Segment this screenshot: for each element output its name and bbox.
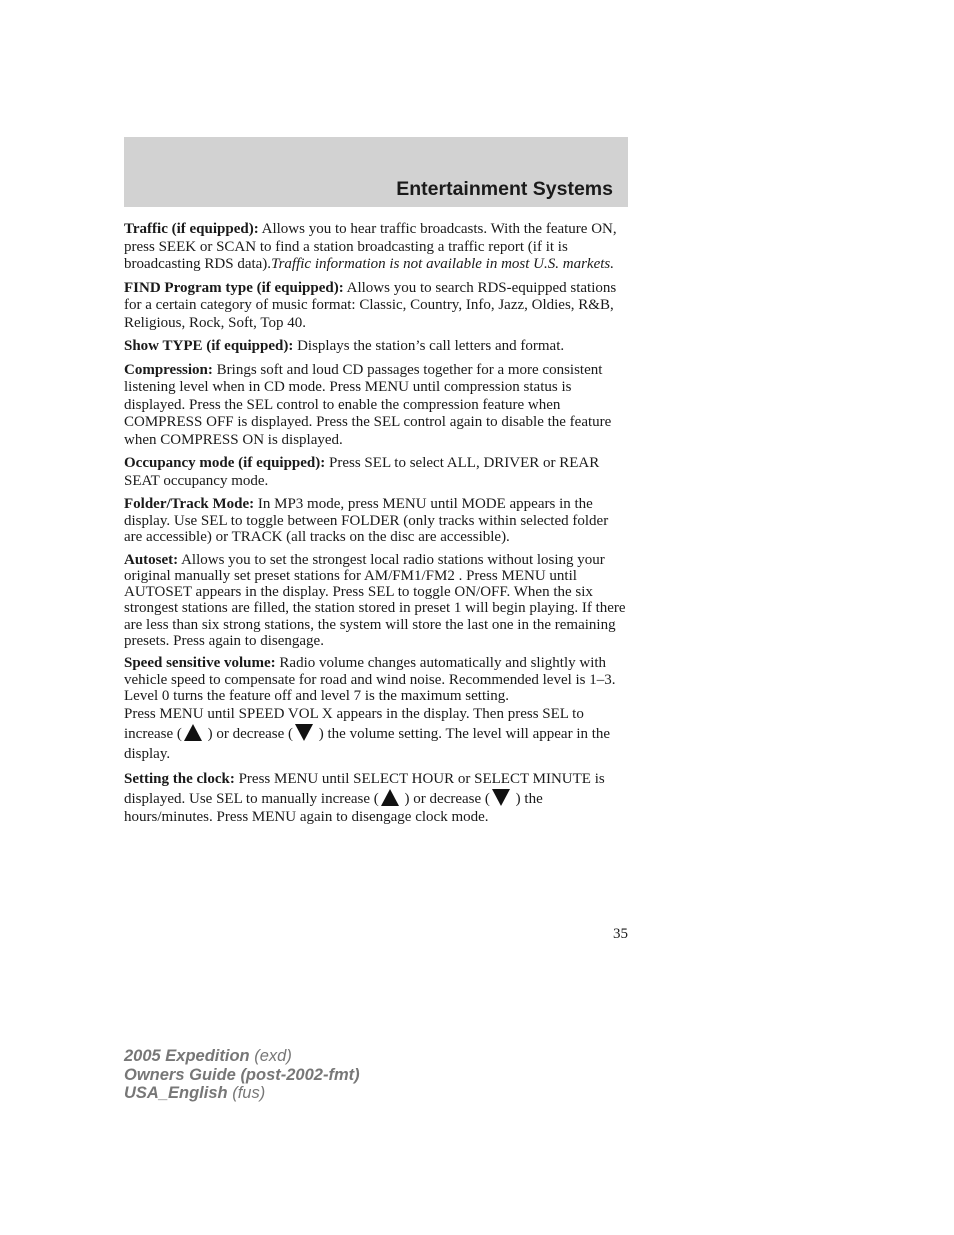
find-term: FIND Program type (if equipped): bbox=[124, 279, 344, 296]
speed-body: Radio volume changes automatically and slightly with vehicle speed to compensate for road and wind noise. Recommended level is 1–3. Level 0 turns the feature off and level 7 is the maximum setting. bbox=[124, 655, 616, 704]
footer-line-model bbox=[124, 1047, 360, 1066]
up-arrow-icon bbox=[381, 789, 399, 806]
footer-model-code: (exd) bbox=[249, 1047, 292, 1065]
section-title: Entertainment Systems bbox=[396, 178, 613, 200]
footer-line-language bbox=[124, 1084, 360, 1103]
traffic-paragraph bbox=[124, 221, 628, 274]
footer-model: 2005 Expedition bbox=[124, 1047, 250, 1065]
speed-term: Speed sensitive volume: bbox=[124, 655, 276, 672]
show-type-body: Displays the station’s call letters and format. bbox=[293, 338, 565, 354]
up-arrow-icon bbox=[184, 724, 202, 741]
traffic-note-end: . bbox=[610, 256, 614, 272]
speed-paragraph bbox=[124, 655, 628, 704]
document-footer bbox=[124, 1047, 360, 1103]
autoset-paragraph bbox=[124, 552, 628, 650]
down-arrow-icon bbox=[295, 724, 313, 741]
traffic-body: Allows you to hear traffic broadcasts. With the feature ON, press SEEK or SCAN to find a station broadcasting a traffic report (if it is broadcasting RDS data). bbox=[124, 221, 617, 272]
occupancy-body: Press SEL to select ALL, DRIVER or REAR SEAT occupancy mode. bbox=[124, 455, 600, 489]
speed-adjust-text-c: ) the volume setting. The level will appear in the display. bbox=[124, 726, 611, 763]
occupancy-term: Occupancy mode (if equipped): bbox=[124, 455, 326, 471]
clock-text-b: ) or decrease ( bbox=[400, 790, 490, 807]
footer-language-code: (fus) bbox=[227, 1084, 266, 1102]
occupancy-paragraph bbox=[124, 455, 628, 490]
folder-body: In MP3 mode, press MENU until MODE appears in the display. Use SEL to toggle between FOLDER (only tracks within selected folder are accessible) or TRACK (all tracks on the disc are accessible). bbox=[124, 496, 609, 545]
page-content bbox=[124, 221, 628, 833]
compression-term: Compression: bbox=[124, 361, 213, 378]
clock-term: Setting the clock: bbox=[124, 771, 235, 788]
clock-text-c: ) the hours/minutes. Press MENU again to disengage clock mode. bbox=[124, 790, 543, 826]
compression-body: Brings soft and loud CD passages together for a more consistent listening level when in CD mode. Press MENU until compression status is displayed. Press the SEL control to enable the compression feature when COMPRESS OFF is displayed. Press the SEL control again to disable the feature when COMPRESS ON is displayed. bbox=[124, 361, 612, 448]
traffic-term: Traffic (if equipped): bbox=[124, 221, 259, 237]
footer-language: USA_English bbox=[124, 1084, 228, 1102]
folder-paragraph bbox=[124, 496, 628, 546]
speed-adjust-paragraph bbox=[124, 704, 628, 764]
traffic-note: Traffic information is not available in most U.S. markets bbox=[271, 256, 611, 272]
clock-text-a: Press MENU until SELECT HOUR or SELECT MINUTE is displayed. Use SEL to manually increase ( bbox=[124, 771, 605, 807]
folder-term: Folder/Track Mode: bbox=[124, 496, 255, 512]
clock-paragraph bbox=[124, 770, 628, 827]
speed-adjust-text-a: Press MENU until SPEED VOL X appears in the display. Then press SEL to increase ( bbox=[124, 706, 584, 743]
down-arrow-icon bbox=[492, 789, 510, 806]
find-body: Allows you to search RDS-equipped stations for a certain category of music format: Classic, Country, Info, Jazz, Oldies, R&B, Religious, Rock, Soft, Top 40. bbox=[124, 279, 617, 331]
show-type-paragraph bbox=[124, 338, 628, 356]
footer-guide: Owners Guide (post-2002-fmt) bbox=[124, 1065, 360, 1084]
autoset-term: Autoset: bbox=[124, 551, 179, 568]
speed-adjust-text-b: ) or decrease ( bbox=[203, 726, 293, 743]
autoset-body: Allows you to set the strongest local radio stations without losing your original manually set preset stations for AM/FM1/FM2 . Press MENU until AUTOSET appears in the display. Press SEL to toggle ON/OFF. When the six strongest stations are filled, the station stored in preset 1 will begin playing. If there are less than six strong stations, the system will store the last one in the remaining presets. Press again to disengage. bbox=[124, 551, 626, 649]
page-number: 35 bbox=[613, 926, 628, 942]
show-type-term: Show TYPE (if equipped): bbox=[124, 338, 294, 354]
footer-line-guide bbox=[124, 1066, 360, 1085]
section-header-band bbox=[124, 137, 628, 207]
compression-paragraph bbox=[124, 362, 628, 450]
find-paragraph bbox=[124, 280, 628, 333]
